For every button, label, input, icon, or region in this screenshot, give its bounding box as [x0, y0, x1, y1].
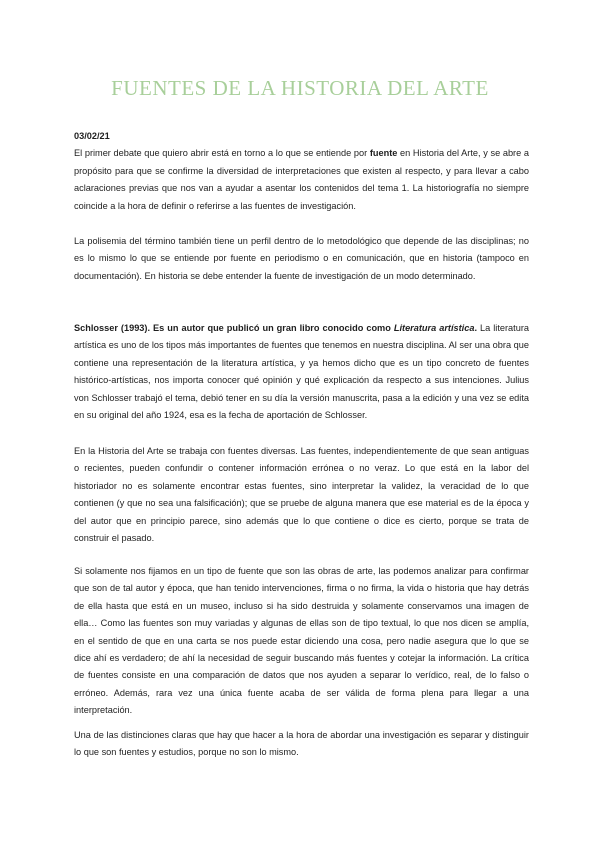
date-label: 03/02/21 — [74, 131, 110, 141]
paragraph-1 — [74, 128, 529, 215]
p3-period: . — [474, 323, 478, 333]
paragraph-4: En la Historia del Arte se trabaja con fuentes diversas. Las fuentes, independientemente de que sean antiguas o recientes, pueden confundir o contener información errónea o no veraz. Lo que está en la labor del historiador no es solamente encontrar estas fuentes, sino interpretar la validez, la veracidad de lo que contienen (y que no sea una falsificación); que se pruebe de alguna manera que ese material es de la época y del autor que en principio parece, sino además que lo que contiene o dice es cierto, porque se trata de construir el pasado. — [74, 446, 529, 544]
p3-lead: Schlosser (1993). Es un autor que publicó un gran libro conocido como — [74, 323, 394, 333]
page-title: FUENTES DE LA HISTORIA DEL ARTE — [111, 76, 489, 100]
p1-keyword: fuente — [369, 148, 398, 159]
paragraph-5: Si solamente nos fijamos en un tipo de fuente que son las obras de arte, las podemos analizar para confirmar que son de tal autor y época, que han tenido intervenciones, firma o no firma, la vida o historia que hay detrás de ella hasta que está en un museo, incluso si ha sido destruida y solamente conservamos una imagen de ella… Como las fuentes son muy variadas y algunas de ellas son de tipo textual, lo que nos dicen se amplía, en el sentido de que en una carta se nos puede estar diciendo una cosa, pero nadie asegura que lo que se dice ahí es verdadero; de ahí la necesidad de seguir buscando más fuentes y cotejar la información. La crítica de fuentes consiste en una comparación de datos que nos ayuden a separar lo verídico, real, de lo falso o erróneo. Además, rara vez una única fuente acaba de ser válida de forma plena para llegar a una interpretación. — [74, 566, 529, 716]
paragraph-3 — [74, 320, 529, 424]
p3-text: La literatura artística es uno de los tipos más importantes de fuentes que tenemos en nuestra disciplina. Al ser una obra que contiene una representación de la literatura artística, y ya hemos dicho que es un tipo concreto de fuentes histórico-artísticas, nos importa conocer qué opinión y qué explicación da respecto a sus intenciones. Julius von Schlosser trabajó el tema, debió tener en su día la versión manuscrita, pasa a la edición y una vez se edita en su original del año 1924, esa es la fecha de aportación de Schlosser. — [74, 323, 529, 421]
p1-text-a: El primer debate que quiero abrir está en torno a lo que se entiende por — [74, 148, 370, 159]
paragraph-2: La polisemia del término también tiene un perfil dentro de lo metodológico que depende de las disciplinas; no es lo mismo lo que se entiende por fuente en periodismo o en comunicación, que en historia (tampoco en documentación). En historia se debe entender la fuente de investigación de un modo determinado. — [74, 236, 529, 281]
p3-book-title: Literatura artística — [393, 323, 475, 333]
paragraph-6: Una de las distinciones claras que hay que hacer a la hora de abordar una investigación es separar y distinguir lo que son fuentes y estudios, porque no son lo mismo. — [74, 730, 529, 758]
p1-text-c: en Historia del Arte, y se abre a propósito para que se confirme la diversidad de interpretaciones que existen al respecto, y para llevar a cabo aclaraciones previas que nos van a ayudar a asentar los contenidos del tema 1. La historiografía no siempre coincide a la hora de definir o referirse a las fuentes de investigación. — [74, 148, 529, 211]
